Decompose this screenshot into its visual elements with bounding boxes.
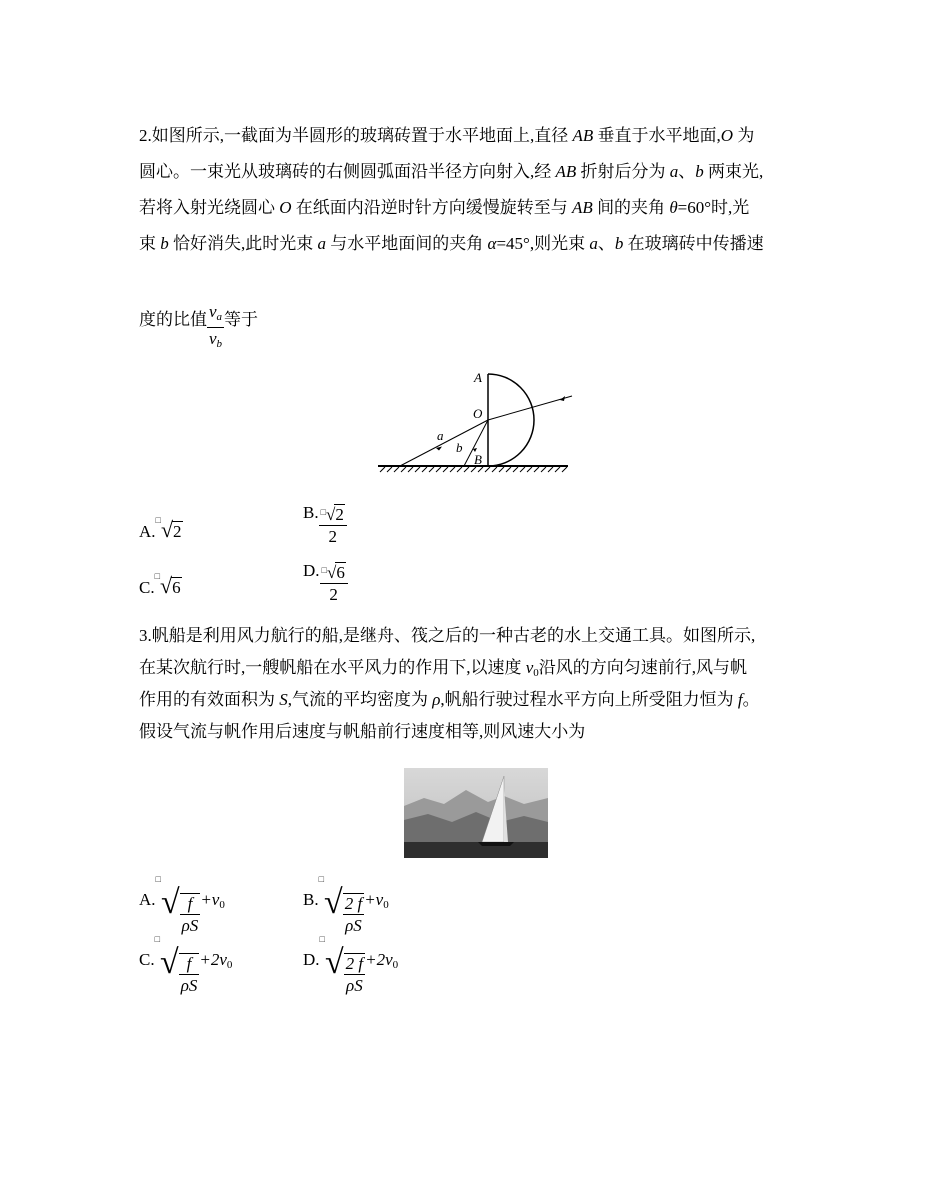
s-symbol: S <box>279 690 288 709</box>
placeholder-glyph: □ <box>321 565 327 575</box>
denominator: ρS <box>181 916 199 936</box>
q2-text: 在纸面内沿逆时针方向缓慢旋转至与 <box>291 198 573 217</box>
q2-text: 两束光, <box>703 162 764 181</box>
q3-text: 沿风的方向匀速前行,风与帆 <box>538 658 748 677</box>
label-o-point: O <box>473 406 483 421</box>
f-symbol: f <box>737 690 743 709</box>
numerator: f <box>187 894 193 914</box>
denominator: ρS <box>180 976 198 996</box>
q3-text: 在某次航行时,一艘帆船在水平风力的作用下,以速度 <box>139 658 526 677</box>
tail-text: +2v <box>199 950 227 969</box>
option-fraction <box>179 953 200 997</box>
q2-ab: AB <box>555 162 577 181</box>
option-tail <box>364 890 389 909</box>
q2-a: a <box>317 234 326 253</box>
q3-option-d[interactable] <box>303 934 399 997</box>
option-label: B. <box>303 890 319 909</box>
question-2 <box>139 120 819 260</box>
glass-brick-diagram <box>370 364 580 476</box>
q2-line-3 <box>139 192 819 224</box>
option-label: C. <box>139 950 155 969</box>
q2-text: 束 <box>139 234 161 253</box>
q2-line-2 <box>139 156 819 188</box>
q2-text: 度的比值 <box>139 310 207 329</box>
q3-line-2 <box>139 652 819 684</box>
q2-text: 在玻璃砖中传播速 <box>623 234 764 253</box>
q2-theta: θ <box>669 198 678 217</box>
q3-line-1: 3.帆船是利用风力航行的船,是继舟、筏之后的一种古老的水上交通工具。如图所示, <box>139 626 756 645</box>
radicand: 2 <box>173 522 182 541</box>
q2-alpha: α <box>487 234 497 253</box>
option-fraction <box>320 562 348 606</box>
label-ray-a: a <box>437 428 444 443</box>
option-label: A. <box>139 522 156 541</box>
label-ray-b: b <box>456 440 463 455</box>
q2-ab: AB <box>572 198 593 217</box>
ground-hatching <box>380 467 567 472</box>
q2-option-d[interactable] <box>303 562 348 606</box>
incident-arrow <box>560 396 565 401</box>
q3-text: 。 <box>742 690 760 709</box>
velocity-ratio <box>207 302 224 355</box>
q2-b: b <box>695 162 704 181</box>
denominator: ρS <box>346 976 363 996</box>
q2-o: O <box>720 126 734 145</box>
q3-option-c[interactable] <box>139 934 233 997</box>
q2-text: 为 <box>733 126 755 145</box>
option-fraction <box>343 893 364 937</box>
sailboat-photo <box>404 768 548 858</box>
q3-line-3 <box>139 684 819 716</box>
placeholder-glyph: □ <box>319 934 325 944</box>
q2-text: 与水平地面间的夹角 <box>326 234 488 253</box>
placeholder-glyph: □ <box>318 874 325 884</box>
water <box>404 842 548 858</box>
hull <box>478 842 514 846</box>
option-label: D. <box>303 560 320 580</box>
numerator: 2 f <box>345 954 364 974</box>
tail-text: +v <box>364 890 384 909</box>
option-tail <box>199 950 232 969</box>
denominator: 2 <box>328 527 337 546</box>
sub-zero: 0 <box>226 959 233 971</box>
radicand: 6 <box>172 578 181 597</box>
q2-ab: AB <box>572 126 594 145</box>
option-fraction <box>180 893 201 937</box>
q2-line-4 <box>139 228 819 260</box>
sub-zero: 0 <box>219 899 225 911</box>
denominator: ρS <box>345 916 362 936</box>
q3-text: 作用的有效面积为 <box>139 690 280 709</box>
q3-text: ,帆船行驶过程水平方向上所受阻力恒为 <box>440 690 738 709</box>
numerator: 2 f <box>344 894 363 914</box>
denominator: 2 <box>329 585 338 604</box>
v-symbol: v <box>209 302 217 321</box>
placeholder-glyph: □ <box>154 934 161 944</box>
q2-text: 、 <box>597 234 615 253</box>
q3-option-a[interactable] <box>139 874 225 937</box>
q2-o: O <box>279 198 292 217</box>
radical-sign: √ <box>326 563 337 582</box>
q2-line-1 <box>139 120 819 152</box>
option-label: B. <box>303 502 319 522</box>
q2-a: a <box>669 162 679 181</box>
q2-text: 间的夹角 <box>592 198 670 217</box>
option-label: A. <box>139 890 156 909</box>
sub-zero: 0 <box>392 959 399 971</box>
v-symbol: v <box>209 329 217 348</box>
q2-text: 2.如图所示,一截面为半圆形的玻璃砖置于水平地面上,直径 <box>139 126 573 145</box>
q2-text: =45°,则光束 <box>496 234 590 253</box>
q2-text: 、 <box>678 162 696 181</box>
q2-option-a[interactable] <box>139 517 183 543</box>
radical-sign: √ <box>160 573 173 598</box>
radicand: 2 <box>335 505 344 524</box>
option-label: D. <box>303 950 320 969</box>
sub-b: b <box>216 338 223 350</box>
q2-b: b <box>160 234 169 253</box>
q2-text: 圆心。一束光从玻璃砖的右侧圆弧面沿半径方向射入,经 <box>139 162 556 181</box>
placeholder-glyph: □ <box>154 571 161 581</box>
placeholder-glyph: □ <box>155 515 161 525</box>
q2-a: a <box>589 234 598 253</box>
q2-text: 折射后分为 <box>576 162 670 181</box>
q2-option-c[interactable] <box>139 573 182 599</box>
radical-sign: √ <box>324 944 344 981</box>
placeholder-glyph: □ <box>320 507 327 517</box>
q2-line-5 <box>139 302 258 355</box>
q3-option-b[interactable] <box>303 874 389 937</box>
q2-text: 等于 <box>224 310 259 329</box>
sub-a: a <box>216 311 223 323</box>
option-label: C. <box>139 578 155 597</box>
label-b-point: B <box>474 452 482 467</box>
q2-b: b <box>614 234 624 253</box>
semicircle-arc <box>488 374 534 466</box>
q2-text: 垂直于水平地面, <box>593 126 721 145</box>
label-a-point: A <box>474 370 482 385</box>
radical-sign: √ <box>160 884 180 921</box>
q3-text: ,气流的平均密度为 <box>287 690 433 709</box>
numerator: f <box>186 954 192 974</box>
tail-text: +2v <box>365 950 393 969</box>
sub-zero: 0 <box>533 667 539 679</box>
radical-sign: √ <box>326 505 336 524</box>
option-tail <box>200 890 225 909</box>
radical-sign: √ <box>160 944 179 981</box>
q2-option-b[interactable] <box>303 504 347 548</box>
option-fraction <box>319 504 347 548</box>
option-fraction <box>344 953 365 997</box>
radicand: 6 <box>336 563 345 582</box>
radical-sign: √ <box>324 884 343 921</box>
q2-text: =60°时,光 <box>677 198 750 217</box>
tail-text: +v <box>200 890 220 909</box>
placeholder-glyph: □ <box>155 874 161 884</box>
rho-symbol: ρ <box>432 690 441 709</box>
sub-zero: 0 <box>383 899 389 911</box>
option-tail <box>365 950 398 969</box>
q2-text: 若将入射光绕圆心 <box>139 198 280 217</box>
question-3 <box>139 620 819 748</box>
radical-sign: √ <box>160 517 174 542</box>
q3-line-4: 假设气流与帆作用后速度与帆船前行速度相等,则风速大小为 <box>139 722 586 741</box>
v-symbol: v <box>525 658 534 677</box>
q2-text: 恰好消失,此时光束 <box>168 234 318 253</box>
